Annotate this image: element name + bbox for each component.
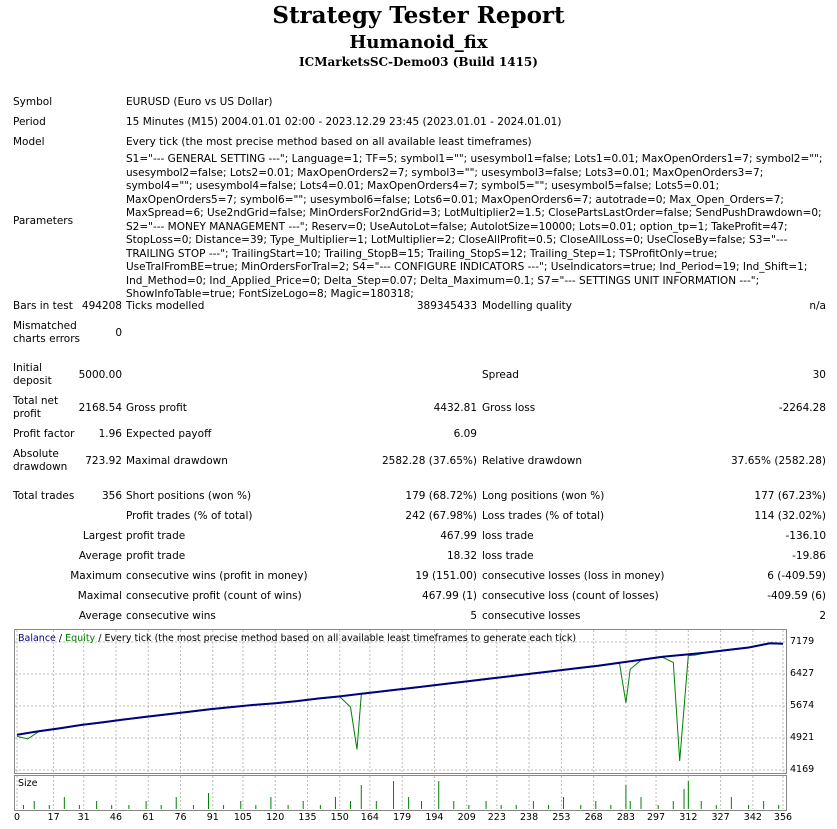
parameters-label: Parameters xyxy=(13,215,74,227)
x-tick-label: 31 xyxy=(77,812,90,823)
max-cw-label: consecutive wins (profit in money) xyxy=(126,570,308,582)
quality-label: Modelling quality xyxy=(482,300,572,312)
reldd-value: 37.65% (2582.28) xyxy=(731,455,826,467)
losstrades-label: Loss trades (% of total) xyxy=(482,510,605,522)
chart-legend xyxy=(18,633,576,644)
long-label: Long positions (won %) xyxy=(482,490,605,502)
deposit-value: 5000.00 xyxy=(78,369,122,381)
quality-value: n/a xyxy=(809,300,826,312)
balance-line xyxy=(17,643,783,735)
x-tick-label: 356 xyxy=(773,812,793,823)
legend-sep-1: / xyxy=(55,633,66,644)
mismatch-label-1: Mismatched xyxy=(13,320,77,332)
bars-value: 494208 xyxy=(81,300,122,312)
x-tick-label: 268 xyxy=(584,812,603,823)
x-tick-label: 194 xyxy=(425,812,444,823)
x-tick-label: 238 xyxy=(520,812,539,823)
x-tick-label: 297 xyxy=(646,812,666,823)
ticks-value: 389345433 xyxy=(416,300,477,312)
grossprofit-label: Gross profit xyxy=(126,402,187,414)
server-name: ICMarketsSC-Demo03 (Build 1415) xyxy=(299,55,538,69)
x-tick-label: 164 xyxy=(360,812,379,823)
maximal-cl-label: consecutive loss (count of losses) xyxy=(482,590,659,602)
profittrades-label: Profit trades (% of total) xyxy=(126,510,253,522)
max-cl-label: consecutive losses (loss in money) xyxy=(482,570,665,582)
grossloss-value: -2264.28 xyxy=(778,402,826,414)
balance-equity-chart xyxy=(15,630,785,772)
legend-balance: Balance xyxy=(18,633,56,644)
losstrades-value: 114 (32.02%) xyxy=(754,510,826,522)
largest-label: Largest xyxy=(82,530,122,542)
x-tick-label: 209 xyxy=(457,812,476,823)
largest-loss-value: -136.10 xyxy=(785,530,826,542)
netprofit-label-1: Total net xyxy=(13,395,59,407)
deposit-label-1: Initial xyxy=(13,362,43,374)
spread-value: 30 xyxy=(812,369,826,381)
model-label: Model xyxy=(13,136,45,148)
legend-description: Every tick (the most precise method based on all available least timeframes to generate each tick) xyxy=(104,633,577,644)
avg-cl-value: 2 xyxy=(819,610,826,622)
max-cw-value: 19 (151.00) xyxy=(415,570,477,582)
x-tick-label: 46 xyxy=(109,812,123,823)
avg-cw-label: consecutive wins xyxy=(126,610,216,622)
pf-label: Profit factor xyxy=(13,428,75,440)
bars-label: Bars in test xyxy=(13,300,73,312)
trades-value: 356 xyxy=(101,490,122,502)
x-tick-label: 253 xyxy=(552,812,571,823)
x-tick-label: 135 xyxy=(298,812,317,823)
x-tick-label: 150 xyxy=(330,812,349,823)
short-label: Short positions (won %) xyxy=(126,490,252,502)
y-tick-label: 5674 xyxy=(790,700,815,711)
x-tick-label: 61 xyxy=(142,812,155,823)
symbol-label: Symbol xyxy=(13,96,53,108)
absdd-value: 723.92 xyxy=(85,455,122,467)
ticks-label: Ticks modelled xyxy=(126,300,205,312)
absdd-label-2: drawdown xyxy=(13,461,68,473)
legend-equity: Equity xyxy=(65,633,96,644)
period-value: 15 Minutes (M15) 2004.01.01 02:00 - 2023.12.29 23:45 (2023.01.01 - 2024.01.01) xyxy=(126,116,562,128)
expert-name: Humanoid_fix xyxy=(349,32,488,53)
netprofit-value: 2168.54 xyxy=(78,402,122,414)
average-profit-value: 18.32 xyxy=(446,550,477,562)
x-tick-label: 179 xyxy=(393,812,412,823)
short-value: 179 (68.72%) xyxy=(405,490,477,502)
largest-profit-label: profit trade xyxy=(126,530,186,542)
largest-loss-label: loss trade xyxy=(482,530,534,542)
long-value: 177 (67.23%) xyxy=(754,490,826,502)
grossprofit-value: 4432.81 xyxy=(433,402,477,414)
maximal-cl-value: -409.59 (6) xyxy=(767,590,826,602)
x-tick-label: 0 xyxy=(13,812,21,823)
x-tick-label: 327 xyxy=(711,812,730,823)
x-tick-label: 76 xyxy=(174,812,187,823)
maxdd-label: Maximal drawdown xyxy=(126,455,228,467)
y-tick-label: 4921 xyxy=(790,732,815,744)
x-tick-label: 105 xyxy=(233,812,252,823)
maximal-cp-value: 467.99 (1) xyxy=(422,590,477,602)
grossloss-label: Gross loss xyxy=(482,402,536,414)
avg-cw-value: 5 xyxy=(470,610,477,622)
legend-sep-2: / xyxy=(95,633,105,644)
x-tick-label: 120 xyxy=(266,812,285,823)
maximal-label: Maximal xyxy=(77,590,122,602)
deposit-label-2: deposit xyxy=(13,375,52,387)
period-label: Period xyxy=(13,116,46,128)
symbol-value: EURUSD (Euro vs US Dollar) xyxy=(126,96,273,108)
equity-line xyxy=(17,644,783,761)
x-tick-label: 342 xyxy=(743,812,762,823)
x-tick-label: 91 xyxy=(206,812,219,823)
average-loss-label: loss trade xyxy=(482,550,534,562)
pf-value: 1.96 xyxy=(98,428,122,440)
average2-label: Average xyxy=(78,610,122,622)
avg-cl-label: consecutive losses xyxy=(482,610,581,622)
y-tick-label: 6427 xyxy=(790,667,815,679)
max-cl-value: 6 (-409.59) xyxy=(767,570,826,582)
netprofit-label-2: profit xyxy=(13,408,41,420)
payoff-label: Expected payoff xyxy=(126,428,212,440)
y-tick-label: 7179 xyxy=(790,636,815,647)
x-tick-label: 312 xyxy=(679,812,698,823)
average-label: Average xyxy=(78,550,122,562)
average-loss-value: -19.86 xyxy=(792,550,826,562)
absdd-label-1: Absolute xyxy=(13,448,59,460)
maximum-label: Maximum xyxy=(70,570,122,582)
mismatch-value: 0 xyxy=(115,327,122,339)
profittrades-value: 242 (67.98%) xyxy=(405,510,477,522)
size-label: Size xyxy=(18,778,38,789)
x-tick-label: 283 xyxy=(616,812,635,823)
largest-profit-value: 467.99 xyxy=(440,530,477,542)
model-value: Every tick (the most precise method based on all available least timeframes) xyxy=(126,136,532,148)
y-tick-label: 4169 xyxy=(790,764,815,775)
x-tick-label: 223 xyxy=(487,812,506,823)
x-tick-label: 17 xyxy=(47,812,60,823)
report-title: Strategy Tester Report xyxy=(272,2,565,29)
trades-label: Total trades xyxy=(13,490,75,502)
parameters-value: S1="--- GENERAL SETTING ---"; Language=1; TF=5; symbol1=""; usesymbol1=false; Lots1=0.01; MaxOpenOrders1=7; symbol2=""; usesymbol2=false; Lots2=0.01; MaxOpenOrders2=7; symbol3=""; usesymbol3=false; Lots3=0.01; MaxOpenOrders3=7; symbol4=""; usesymbol4=false; Lots4=0.01; MaxOpenOrders4=7; symbol5=""; usesymbol5=false; Lots5=0.01; MaxOpenOrders5=7; symbol6=""; usesymbol6=false; Lots6=0.01; MaxOpenOrders6=7; autotrade=0; Max_Open_Orders=7; MaxSpread=6; Use2ndGrid=false; MinOrdersFor2ndGrid=3; LotMultiplier2=1.5; ClosePartsLastOrder=false; SendPushDrawdown=0; S2="--- MONEY MANAGEMENT ---"; Reserv=0; UseAutoLot=false; AutolotSize=10000; Lots=0.01; option_tp=1; TakeProfit=47; StopLoss=0; Distance=39; Type_Multiplier=1; LotMultiplier=2; CloseAllProfit=0.5; CloseAllLoss=0; UseCloseBy=false; S3="--- TRAILING STOP ---"; TrailingStart=10; Trailing_StopB=15; Trailing_StopS=12; Trailing_Step=1; TSProfitOnly=true; UseTralFromBE=true; MinOrdersForTral=2; S4="--- CONFIGURE INDICATORS ---"; UseIndicators=true; Ind_Period=19; Ind_Shift=1; Ind_Method=0; Ind_Applied_Price=0; Delta_Step=0.07; Delta_Maximum=0.1; S7="--- SETTINGS UNIT INFORMATION ---"; ShowInfoTable=true; FontSizeLogo=8; Magic=180318; xyxy=(126,153,823,300)
average-profit-label: profit trade xyxy=(126,550,186,562)
size-chart xyxy=(15,776,785,809)
payoff-value: 6.09 xyxy=(453,428,477,440)
maxdd-value: 2582.28 (37.65%) xyxy=(382,455,477,467)
mismatch-label-2: charts errors xyxy=(13,333,80,345)
maximal-cp-label: consecutive profit (count of wins) xyxy=(126,590,302,602)
reldd-label: Relative drawdown xyxy=(482,455,583,467)
spread-label: Spread xyxy=(482,369,519,381)
